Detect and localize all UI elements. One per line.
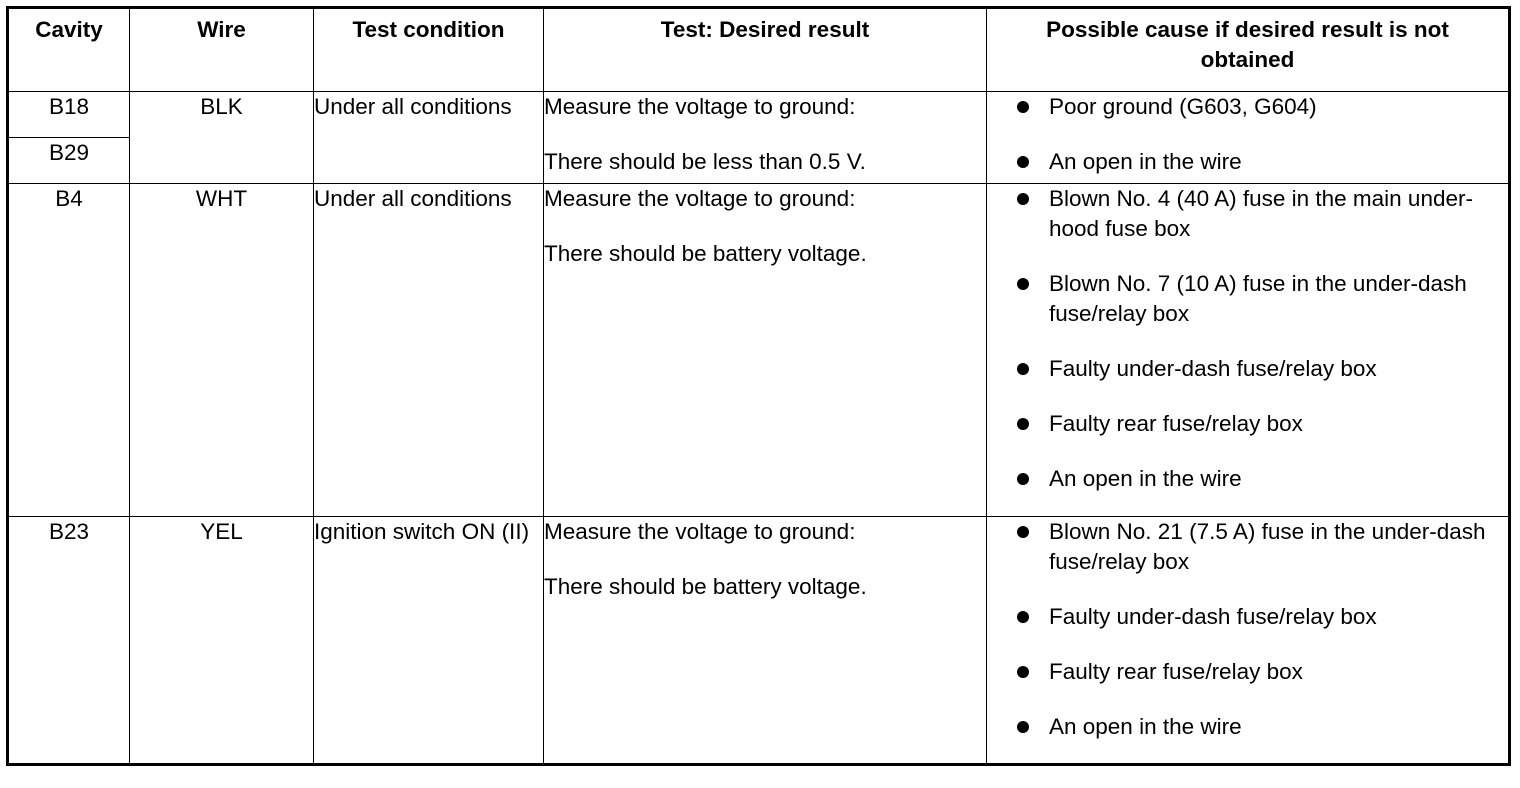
bullet-icon bbox=[1017, 101, 1029, 113]
bullet-icon bbox=[1017, 156, 1029, 168]
condition-cell: Under all conditions bbox=[314, 184, 544, 517]
header-wire: Wire bbox=[130, 8, 314, 92]
header-possible-cause: Possible cause if desired result is not obtained bbox=[987, 8, 1510, 92]
cavity-cell: B4 bbox=[8, 184, 130, 517]
cause-text: Blown No. 7 (10 A) fuse in the under-dash fuse/relay box bbox=[1049, 271, 1467, 326]
bullet-icon bbox=[1017, 473, 1029, 485]
causes-cell bbox=[987, 184, 1510, 517]
list-item bbox=[1017, 92, 1508, 122]
bullet-icon bbox=[1017, 666, 1029, 678]
bullet-icon bbox=[1017, 526, 1029, 538]
result-cell bbox=[544, 92, 987, 184]
result-line: Measure the voltage to ground: bbox=[544, 94, 856, 119]
cause-text: Faulty under-dash fuse/relay box bbox=[1049, 604, 1377, 629]
result-line: There should be less than 0.5 V. bbox=[544, 149, 866, 174]
cause-text: An open in the wire bbox=[1049, 714, 1242, 739]
cause-text: An open in the wire bbox=[1049, 466, 1242, 491]
list-item bbox=[1017, 147, 1508, 177]
bullet-icon bbox=[1017, 418, 1029, 430]
list-item bbox=[1017, 657, 1508, 687]
list-item bbox=[1017, 409, 1508, 439]
table-row bbox=[8, 517, 1510, 765]
header-test-condition: Test condition bbox=[314, 8, 544, 92]
result-line: Measure the voltage to ground: bbox=[544, 186, 856, 211]
bullet-icon bbox=[1017, 363, 1029, 375]
condition-cell: Ignition switch ON (II) bbox=[314, 517, 544, 765]
header-cavity: Cavity bbox=[8, 8, 130, 92]
wire-cell: BLK bbox=[130, 92, 314, 184]
connector-test-table bbox=[6, 6, 1511, 766]
cavity-cell: B23 bbox=[8, 517, 130, 765]
causes-list bbox=[987, 184, 1508, 494]
table-row bbox=[8, 92, 1510, 138]
causes-cell bbox=[987, 92, 1510, 184]
bullet-icon bbox=[1017, 193, 1029, 205]
header-desired-result: Test: Desired result bbox=[544, 8, 987, 92]
bullet-icon bbox=[1017, 611, 1029, 623]
cavity-cell: B18 bbox=[8, 92, 130, 138]
cause-text: Faulty rear fuse/relay box bbox=[1049, 411, 1303, 436]
result-line: Measure the voltage to ground: bbox=[544, 519, 856, 544]
list-item bbox=[1017, 602, 1508, 632]
wire-cell: WHT bbox=[130, 184, 314, 517]
list-item bbox=[1017, 712, 1508, 742]
list-item bbox=[1017, 184, 1508, 244]
list-item bbox=[1017, 354, 1508, 384]
result-cell bbox=[544, 517, 987, 765]
condition-cell: Under all conditions bbox=[314, 92, 544, 184]
cause-text: Faulty under-dash fuse/relay box bbox=[1049, 356, 1377, 381]
bullet-icon bbox=[1017, 278, 1029, 290]
causes-list bbox=[987, 92, 1508, 177]
causes-cell bbox=[987, 517, 1510, 765]
list-item bbox=[1017, 517, 1508, 577]
result-line: There should be battery voltage. bbox=[544, 574, 867, 599]
list-item bbox=[1017, 464, 1508, 494]
table-row bbox=[8, 184, 1510, 517]
cause-text: Blown No. 4 (40 A) fuse in the main under-hood fuse box bbox=[1049, 186, 1473, 241]
cause-text: Blown No. 21 (7.5 A) fuse in the under-dash fuse/relay box bbox=[1049, 519, 1486, 574]
cavity-cell: B29 bbox=[8, 138, 130, 184]
cause-text: Poor ground (G603, G604) bbox=[1049, 94, 1317, 119]
bullet-icon bbox=[1017, 721, 1029, 733]
causes-list bbox=[987, 517, 1508, 742]
header-row bbox=[8, 8, 1510, 92]
list-item bbox=[1017, 269, 1508, 329]
result-line: There should be battery voltage. bbox=[544, 241, 867, 266]
result-cell bbox=[544, 184, 987, 517]
cause-text: An open in the wire bbox=[1049, 149, 1242, 174]
cause-text: Faulty rear fuse/relay box bbox=[1049, 659, 1303, 684]
wire-cell: YEL bbox=[130, 517, 314, 765]
